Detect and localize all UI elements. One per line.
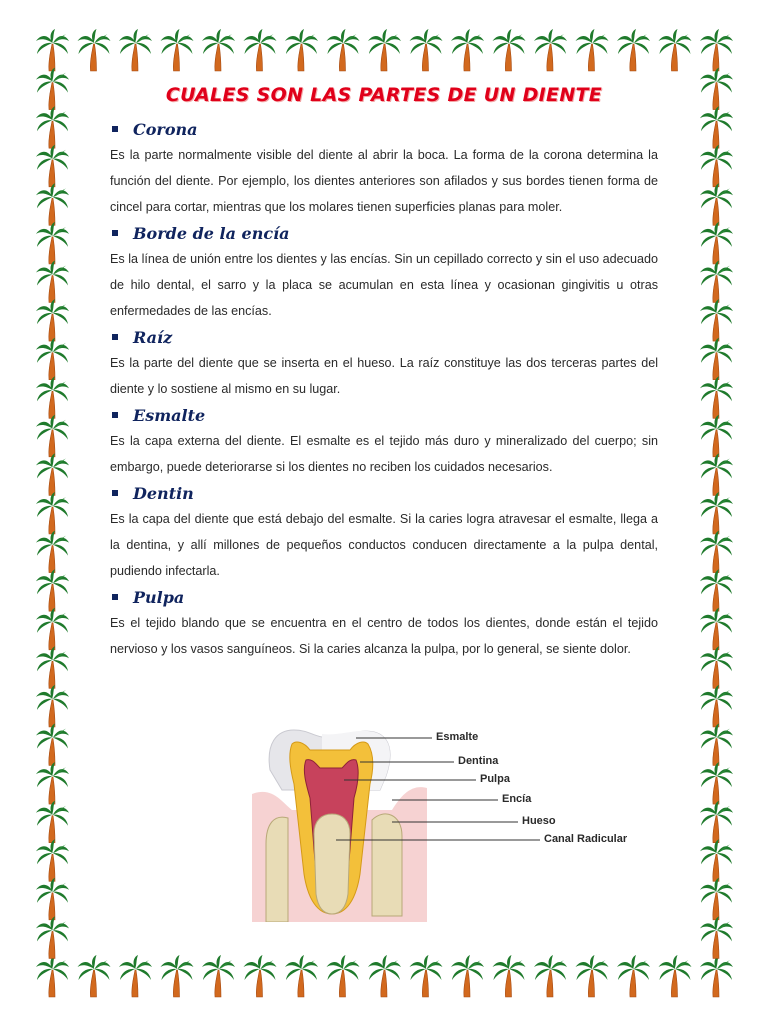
palm-tree-icon bbox=[700, 608, 733, 650]
palm-tree-icon bbox=[36, 222, 69, 264]
palm-tree-icon bbox=[36, 955, 69, 997]
palm-tree-icon bbox=[700, 801, 733, 843]
section-heading: Dentin bbox=[110, 480, 658, 506]
palm-tree-icon bbox=[700, 376, 733, 418]
palm-tree-icon bbox=[700, 222, 733, 264]
palm-tree-icon bbox=[161, 955, 194, 997]
palm-tree-icon bbox=[244, 29, 277, 71]
palm-tree-icon bbox=[534, 955, 567, 997]
tooth-anatomy-diagram bbox=[252, 724, 652, 922]
palm-tree-icon bbox=[700, 878, 733, 920]
palm-tree-icon bbox=[700, 299, 733, 341]
palm-tree-icon bbox=[700, 916, 733, 958]
palm-tree-icon bbox=[36, 376, 69, 418]
palm-tree-icon bbox=[700, 646, 733, 688]
palm-tree-icon bbox=[493, 29, 526, 71]
section-dentin bbox=[110, 480, 658, 584]
section-text: Es el tejido blando que se encuentra en el centro de todos los dientes, donde están el tejido nervioso y los vasos sanguíneos. Si la caries alcanza la pulpa, por lo general, se siente dolor. bbox=[110, 616, 658, 656]
palm-tree-icon bbox=[36, 299, 69, 341]
palm-tree-icon bbox=[700, 145, 733, 187]
document-body bbox=[110, 84, 658, 662]
palm-tree-icon bbox=[493, 955, 526, 997]
palm-tree-icon bbox=[368, 955, 401, 997]
palm-tree-icon bbox=[700, 106, 733, 148]
palm-tree-icon bbox=[36, 183, 69, 225]
section-text: Es la parte normalmente visible del diente al abrir la boca. La forma de la corona determina la función del diente. Por ejemplo, los dientes anteriores son afilados y sus bordes tienen forma de cincel para cortar, mientras que los molares tienen superficies planas para moler. bbox=[110, 148, 658, 214]
palm-tree-icon bbox=[700, 338, 733, 380]
section-raiz bbox=[110, 324, 658, 402]
section-text: Es la parte del diente que se inserta en el hueso. La raíz constituye las dos terceras partes del diente y lo sostiene al mismo en su lugar. bbox=[110, 356, 658, 396]
palm-tree-icon bbox=[451, 955, 484, 997]
palm-tree-icon bbox=[410, 955, 443, 997]
page-title: CUALES SON LAS PARTES DE UN DIENTE bbox=[165, 84, 603, 106]
section-heading: Borde de la encía bbox=[110, 220, 658, 246]
palm-tree-icon bbox=[410, 29, 443, 71]
palm-tree-icon bbox=[78, 29, 111, 71]
label-esmalte: Esmalte bbox=[436, 731, 479, 743]
palm-tree-icon bbox=[36, 261, 69, 303]
palm-tree-icon bbox=[36, 338, 69, 380]
square-bullet-icon bbox=[112, 490, 118, 496]
palm-tree-icon bbox=[576, 29, 609, 71]
section-text: Es la línea de unión entre los dientes y las encías. Sin un cepillado correcto y sin el uso adecuado de hilo dental, el sarro y la placa se acumulan en esta línea y ocasionan gingivitis u otras enfermedades de las encías. bbox=[110, 252, 658, 318]
palm-tree-icon bbox=[36, 492, 69, 534]
palm-tree-icon bbox=[36, 415, 69, 457]
palm-tree-icon bbox=[451, 29, 484, 71]
palm-tree-icon bbox=[700, 415, 733, 457]
palm-tree-icon bbox=[700, 762, 733, 804]
square-bullet-icon bbox=[112, 334, 118, 340]
label-encia: Encía bbox=[502, 793, 532, 805]
square-bullet-icon bbox=[112, 126, 118, 132]
palm-tree-icon bbox=[368, 29, 401, 71]
tooth-illustration bbox=[252, 724, 652, 922]
palm-tree-icon bbox=[36, 569, 69, 611]
palm-tree-icon bbox=[36, 453, 69, 495]
palm-tree-icon bbox=[285, 29, 318, 71]
palm-tree-icon bbox=[700, 531, 733, 573]
palm-tree-icon bbox=[700, 261, 733, 303]
palm-tree-icon bbox=[202, 29, 235, 71]
section-heading: Pulpa bbox=[110, 584, 658, 610]
palm-tree-icon bbox=[700, 839, 733, 881]
palm-tree-icon bbox=[617, 29, 650, 71]
palm-tree-icon bbox=[700, 492, 733, 534]
palm-tree-icon bbox=[36, 878, 69, 920]
palm-tree-icon bbox=[700, 955, 733, 997]
square-bullet-icon bbox=[112, 594, 118, 600]
palm-tree-icon bbox=[36, 531, 69, 573]
palm-tree-icon bbox=[78, 955, 111, 997]
palm-tree-icon bbox=[36, 145, 69, 187]
palm-tree-icon bbox=[617, 955, 650, 997]
palm-tree-icon bbox=[659, 29, 692, 71]
palm-tree-icon bbox=[327, 29, 360, 71]
palm-tree-icon bbox=[659, 955, 692, 997]
palm-tree-icon bbox=[161, 29, 194, 71]
square-bullet-icon bbox=[112, 230, 118, 236]
palm-tree-icon bbox=[700, 724, 733, 766]
section-text: Es la capa externa del diente. El esmalte es el tejido más duro y mineralizado del cuerpo; sin embargo, puede deteriorarse si los dientes no reciben los cuidados necesarios. bbox=[110, 434, 658, 474]
palm-tree-icon bbox=[327, 955, 360, 997]
palm-tree-icon bbox=[700, 68, 733, 110]
palm-tree-icon bbox=[36, 801, 69, 843]
section-pulpa bbox=[110, 584, 658, 662]
palm-tree-icon bbox=[36, 839, 69, 881]
palm-tree-icon bbox=[36, 29, 69, 71]
palm-tree-icon bbox=[285, 955, 318, 997]
palm-tree-icon bbox=[700, 569, 733, 611]
section-text: Es la capa del diente que está debajo del esmalte. Si la caries logra atravesar el esmalte, llega a la dentina, y allí millones de pequeños conductos conducen directamente a la pulpa dental, pudiendo infectarla. bbox=[110, 512, 658, 578]
section-borde-encia bbox=[110, 220, 658, 324]
palm-tree-icon bbox=[576, 955, 609, 997]
square-bullet-icon bbox=[112, 412, 118, 418]
label-pulpa: Pulpa bbox=[480, 773, 510, 785]
section-heading: Corona bbox=[110, 116, 658, 142]
palm-tree-icon bbox=[202, 955, 235, 997]
palm-tree-icon bbox=[36, 762, 69, 804]
palm-tree-icon bbox=[700, 453, 733, 495]
palm-tree-icon bbox=[534, 29, 567, 71]
palm-tree-icon bbox=[700, 29, 733, 71]
label-hueso: Hueso bbox=[522, 815, 556, 827]
palm-tree-icon bbox=[700, 685, 733, 727]
palm-tree-icon bbox=[36, 685, 69, 727]
label-dentina: Dentina bbox=[458, 755, 499, 767]
palm-tree-icon bbox=[36, 68, 69, 110]
palm-tree-icon bbox=[36, 646, 69, 688]
palm-tree-icon bbox=[700, 183, 733, 225]
palm-tree-icon bbox=[36, 106, 69, 148]
label-canal-radicular: Canal Radicular bbox=[544, 833, 628, 845]
section-esmalte bbox=[110, 402, 658, 480]
palm-tree-icon bbox=[36, 608, 69, 650]
section-heading: Esmalte bbox=[110, 402, 658, 428]
palm-tree-icon bbox=[119, 955, 152, 997]
section-heading: Raíz bbox=[110, 324, 658, 350]
palm-tree-icon bbox=[244, 955, 277, 997]
palm-tree-icon bbox=[36, 916, 69, 958]
palm-tree-icon bbox=[119, 29, 152, 71]
section-corona bbox=[110, 116, 658, 220]
palm-tree-icon bbox=[36, 724, 69, 766]
